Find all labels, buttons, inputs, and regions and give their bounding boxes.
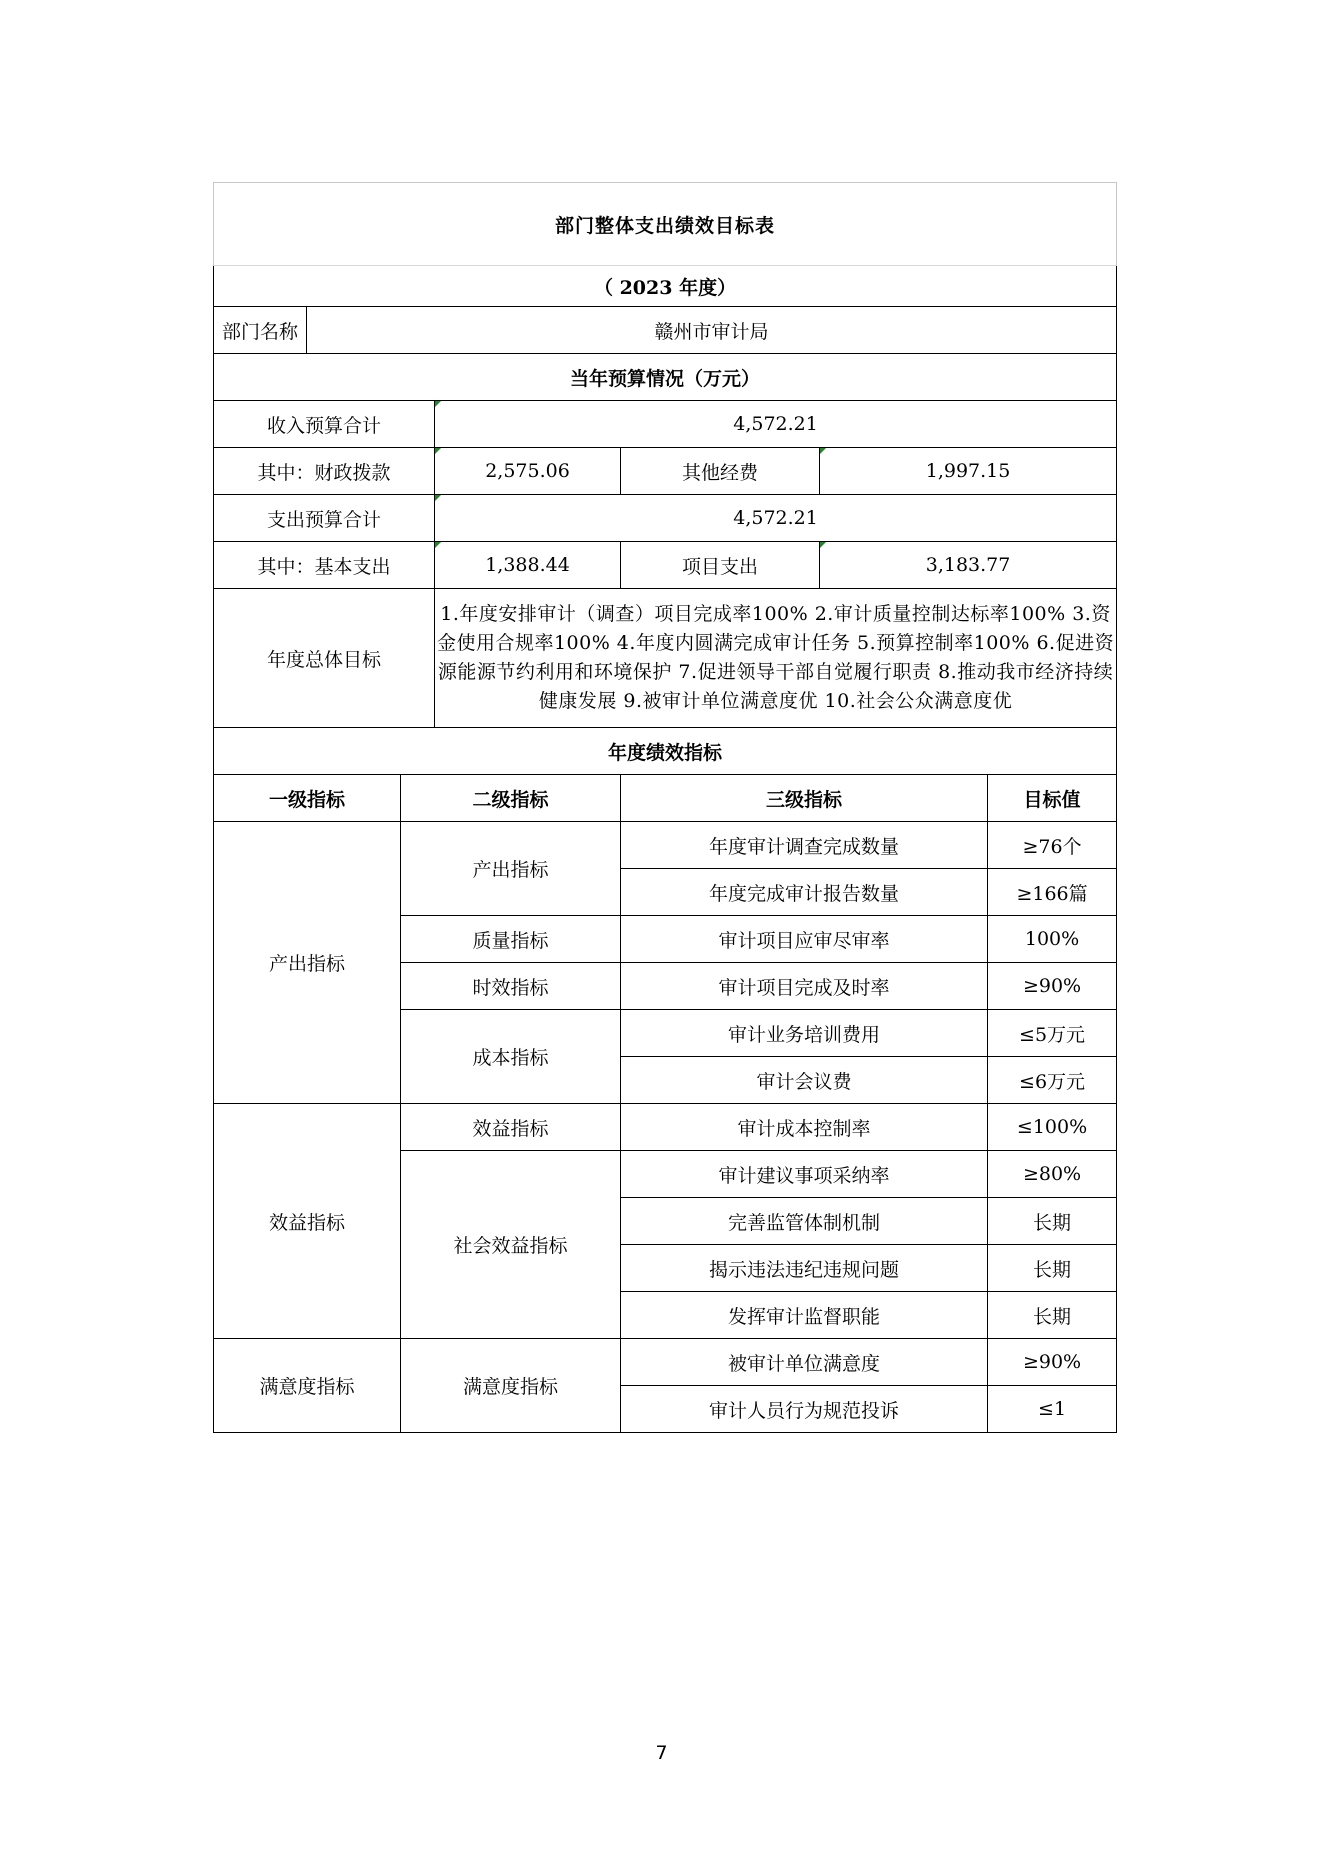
project-expense-value: 3,183.77: [820, 542, 1117, 589]
project-expense-label: 项目支出: [621, 542, 820, 589]
level3-indicator: 审计会议费: [621, 1057, 988, 1104]
performance-target-table: [213, 182, 1117, 1433]
header-target: 目标值: [988, 775, 1117, 822]
indicators-section-header: 年度绩效指标: [214, 728, 1117, 775]
level2-quality: 质量指标: [401, 916, 621, 963]
target-value: ≤100%: [988, 1104, 1117, 1151]
cell-marker-icon: [435, 401, 441, 407]
budget-section-header: 当年预算情况（万元）: [214, 354, 1117, 401]
other-funds-label: 其他经费: [621, 448, 820, 495]
level3-indicator: 审计成本控制率: [621, 1104, 988, 1151]
annual-goal-text: 1.年度安排审计（调查）项目完成率100% 2.审计质量控制达标率100% 3.资金使用合规率100% 4.年度内圆满完成审计任务 5.预算控制率100% 6.促进资源能源节约利用和环境保护 7.促进领导干部自觉履行职责 8.推动我市经济持续健康发展 9.被审计单位满意度优 10.社会公众满意度优: [435, 589, 1117, 728]
cell-marker-icon: [820, 448, 826, 454]
cell-marker-icon: [820, 542, 826, 548]
annual-goal-label: 年度总体目标: [214, 589, 435, 728]
table-title: 部门整体支出绩效目标表: [214, 183, 1117, 266]
level3-indicator: 审计业务培训费用: [621, 1010, 988, 1057]
header-level1: 一级指标: [214, 775, 401, 822]
target-value: 长期: [988, 1245, 1117, 1292]
basic-expense-label: 其中：基本支出: [214, 542, 435, 589]
dept-name-label: 部门名称: [214, 307, 307, 354]
target-value: ≤5万元: [988, 1010, 1117, 1057]
level3-indicator: 审计项目应审尽审率: [621, 916, 988, 963]
other-funds-value: 1,997.15: [820, 448, 1117, 495]
expense-total-label: 支出预算合计: [214, 495, 435, 542]
cell-marker-icon: [435, 448, 441, 454]
fiscal-appropriation-label: 其中：财政拨款: [214, 448, 435, 495]
level1-benefit: 效益指标: [214, 1104, 401, 1339]
target-value: ≥76个: [988, 822, 1117, 869]
level2-satisfaction: 满意度指标: [401, 1339, 621, 1433]
level2-benefit: 效益指标: [401, 1104, 621, 1151]
table-row: [214, 1104, 1117, 1151]
level3-indicator: 审计项目完成及时率: [621, 963, 988, 1010]
table-row: [214, 1339, 1117, 1386]
level3-indicator: 揭示违法违纪违规问题: [621, 1245, 988, 1292]
income-total-value: 4,572.21: [435, 401, 1117, 448]
level3-indicator: 被审计单位满意度: [621, 1339, 988, 1386]
target-value: ≤1: [988, 1386, 1117, 1433]
target-value: 长期: [988, 1292, 1117, 1339]
level3-indicator: 发挥审计监督职能: [621, 1292, 988, 1339]
target-value: ≥90%: [988, 963, 1117, 1010]
target-value: 100%: [988, 916, 1117, 963]
header-level3: 三级指标: [621, 775, 988, 822]
level2-output: 产出指标: [401, 822, 621, 916]
target-value: ≥166篇: [988, 869, 1117, 916]
expense-total-value: 4,572.21: [435, 495, 1117, 542]
level3-indicator: 年度完成审计报告数量: [621, 869, 988, 916]
level2-timeliness: 时效指标: [401, 963, 621, 1010]
level1-satisfaction: 满意度指标: [214, 1339, 401, 1433]
level3-indicator: 审计人员行为规范投诉: [621, 1386, 988, 1433]
target-value: ≥80%: [988, 1151, 1117, 1198]
level2-social-benefit: 社会效益指标: [401, 1151, 621, 1339]
level1-output: 产出指标: [214, 822, 401, 1104]
header-level2: 二级指标: [401, 775, 621, 822]
level2-cost: 成本指标: [401, 1010, 621, 1104]
fiscal-appropriation-value: 2,575.06: [435, 448, 621, 495]
page-number: 7: [655, 1742, 668, 1764]
cell-marker-icon: [435, 542, 441, 548]
fiscal-year: （ 2023 年度）: [214, 266, 1117, 307]
target-value: 长期: [988, 1198, 1117, 1245]
dept-name-value: 赣州市审计局: [307, 307, 1117, 354]
level3-indicator: 年度审计调查完成数量: [621, 822, 988, 869]
income-total-label: 收入预算合计: [214, 401, 435, 448]
level3-indicator: 审计建议事项采纳率: [621, 1151, 988, 1198]
level3-indicator: 完善监管体制机制: [621, 1198, 988, 1245]
basic-expense-value: 1,388.44: [435, 542, 621, 589]
target-value: ≥90%: [988, 1339, 1117, 1386]
table-row: [214, 822, 1117, 869]
target-value: ≤6万元: [988, 1057, 1117, 1104]
cell-marker-icon: [435, 495, 441, 501]
